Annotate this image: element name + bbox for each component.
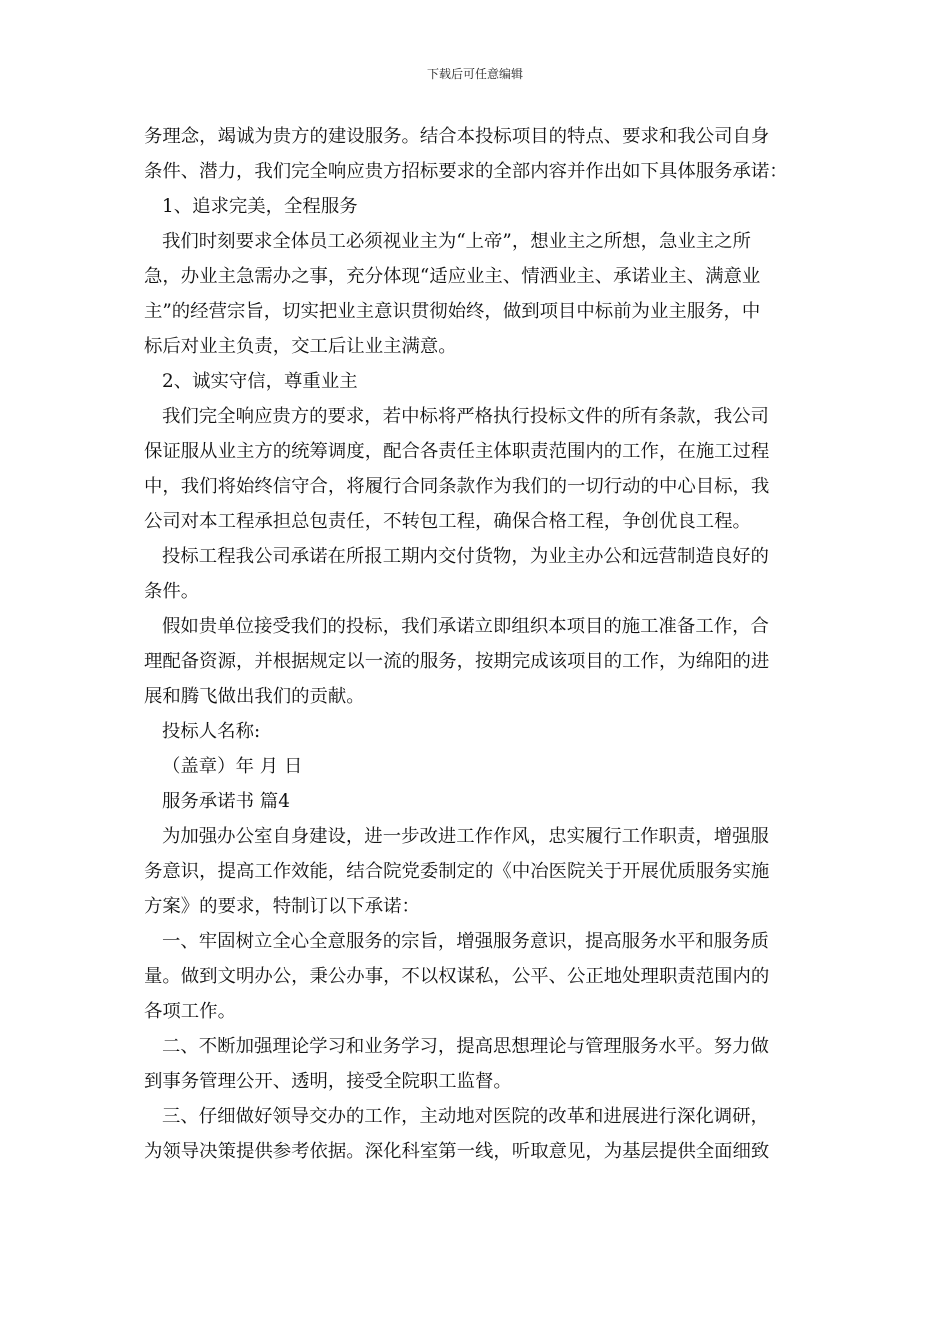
text-line: 中，我们将始终信守合，将履行合同条款作为我们的一切行动的中心目标，我 xyxy=(144,476,770,497)
text-line: 三、仔细做好领导交办的工作，主动地对医院的改革和进展进行深化调研， xyxy=(162,1106,769,1127)
text-line: 保证服从业主方的统筹调度，配合各责任主体职责范围内的工作，在施工过程 xyxy=(144,441,770,462)
text-line: 量。做到文明办公，秉公办事，不以权谋私，公平、公正地处理职责范围内的 xyxy=(144,966,770,987)
text-line: 理配备资源，并根据规定以一流的服务，按期完成该项目的工作，为绵阳的进 xyxy=(144,651,770,672)
text-line: 主”的经营宗旨，切实把业主意识贯彻始终，做到项目中标前为业主服务，中 xyxy=(144,301,761,322)
text-line: 条件。 xyxy=(144,581,200,602)
section-heading: 2、诚实守信，尊重业主 xyxy=(162,371,358,392)
text-line: 到事务管理公开、透明，接受全院职工监督。 xyxy=(144,1071,512,1092)
seal-date-line: （盖章）年 月 日 xyxy=(162,756,303,777)
text-line: 假如贵单位接受我们的投标，我们承诺立即组织本项目的施工准备工作，合 xyxy=(162,616,769,637)
text-line: 我们完全响应贵方的要求，若中标将严格执行投标文件的所有条款，我公司 xyxy=(162,406,769,427)
text-line: 投标工程我公司承诺在所报工期内交付货物，为业主办公和远营制造良好的 xyxy=(162,546,769,567)
section-heading: 1、追求完美，全程服务 xyxy=(162,196,358,217)
document-body xyxy=(144,119,806,1169)
text-line: 一、牢固树立全心全意服务的宗旨，增强服务意识，提高服务水平和服务质 xyxy=(162,931,769,952)
text-line: 公司对本工程承担总包责任，不转包工程，确保合格工程，争创优良工程。 xyxy=(144,511,751,532)
text-line: 务理念，竭诚为贵方的建设服务。结合本投标项目的特点、要求和我公司自身 xyxy=(144,126,770,147)
page-header-note: 下载后可任意编辑 xyxy=(426,67,523,81)
text-line: 展和腾飞做出我们的贡献。 xyxy=(144,686,365,707)
text-line: 方案》的要求，特制订以下承诺： xyxy=(144,896,420,917)
text-line: 为加强办公室自身建设，进一步改进工作作风，忠实履行工作职责，增强服 xyxy=(162,826,769,847)
text-line: 我们时刻要求全体员工必须视业主为“上帝”，想业主之所想，急业主之所 xyxy=(162,231,751,252)
text-line: 急，办业主急需办之事，充分体现“适应业主、情洒业主、承诺业主、满意业 xyxy=(144,266,761,287)
text-line: 务意识，提高工作效能，结合院党委制定的《中冶医院关于开展优质服务实施 xyxy=(144,861,770,882)
bidder-name-label: 投标人名称: xyxy=(162,721,261,742)
text-line: 标后对业主负责，交工后让业主满意。 xyxy=(144,336,457,357)
text-line: 条件、潜力，我们完全响应贵方招标要求的全部内容并作出如下具体服务承诺： xyxy=(144,161,788,182)
text-line: 各项工作。 xyxy=(144,1001,236,1022)
text-line: 二、不断加强理论学习和业务学习，提高思想理论与管理服务水平。努力做 xyxy=(162,1036,769,1057)
text-line: 为领导决策提供参考依据。深化科室第一线，听取意见，为基层提供全面细致 xyxy=(144,1141,770,1162)
section-title: 服务承诺书 篇4 xyxy=(162,791,290,812)
